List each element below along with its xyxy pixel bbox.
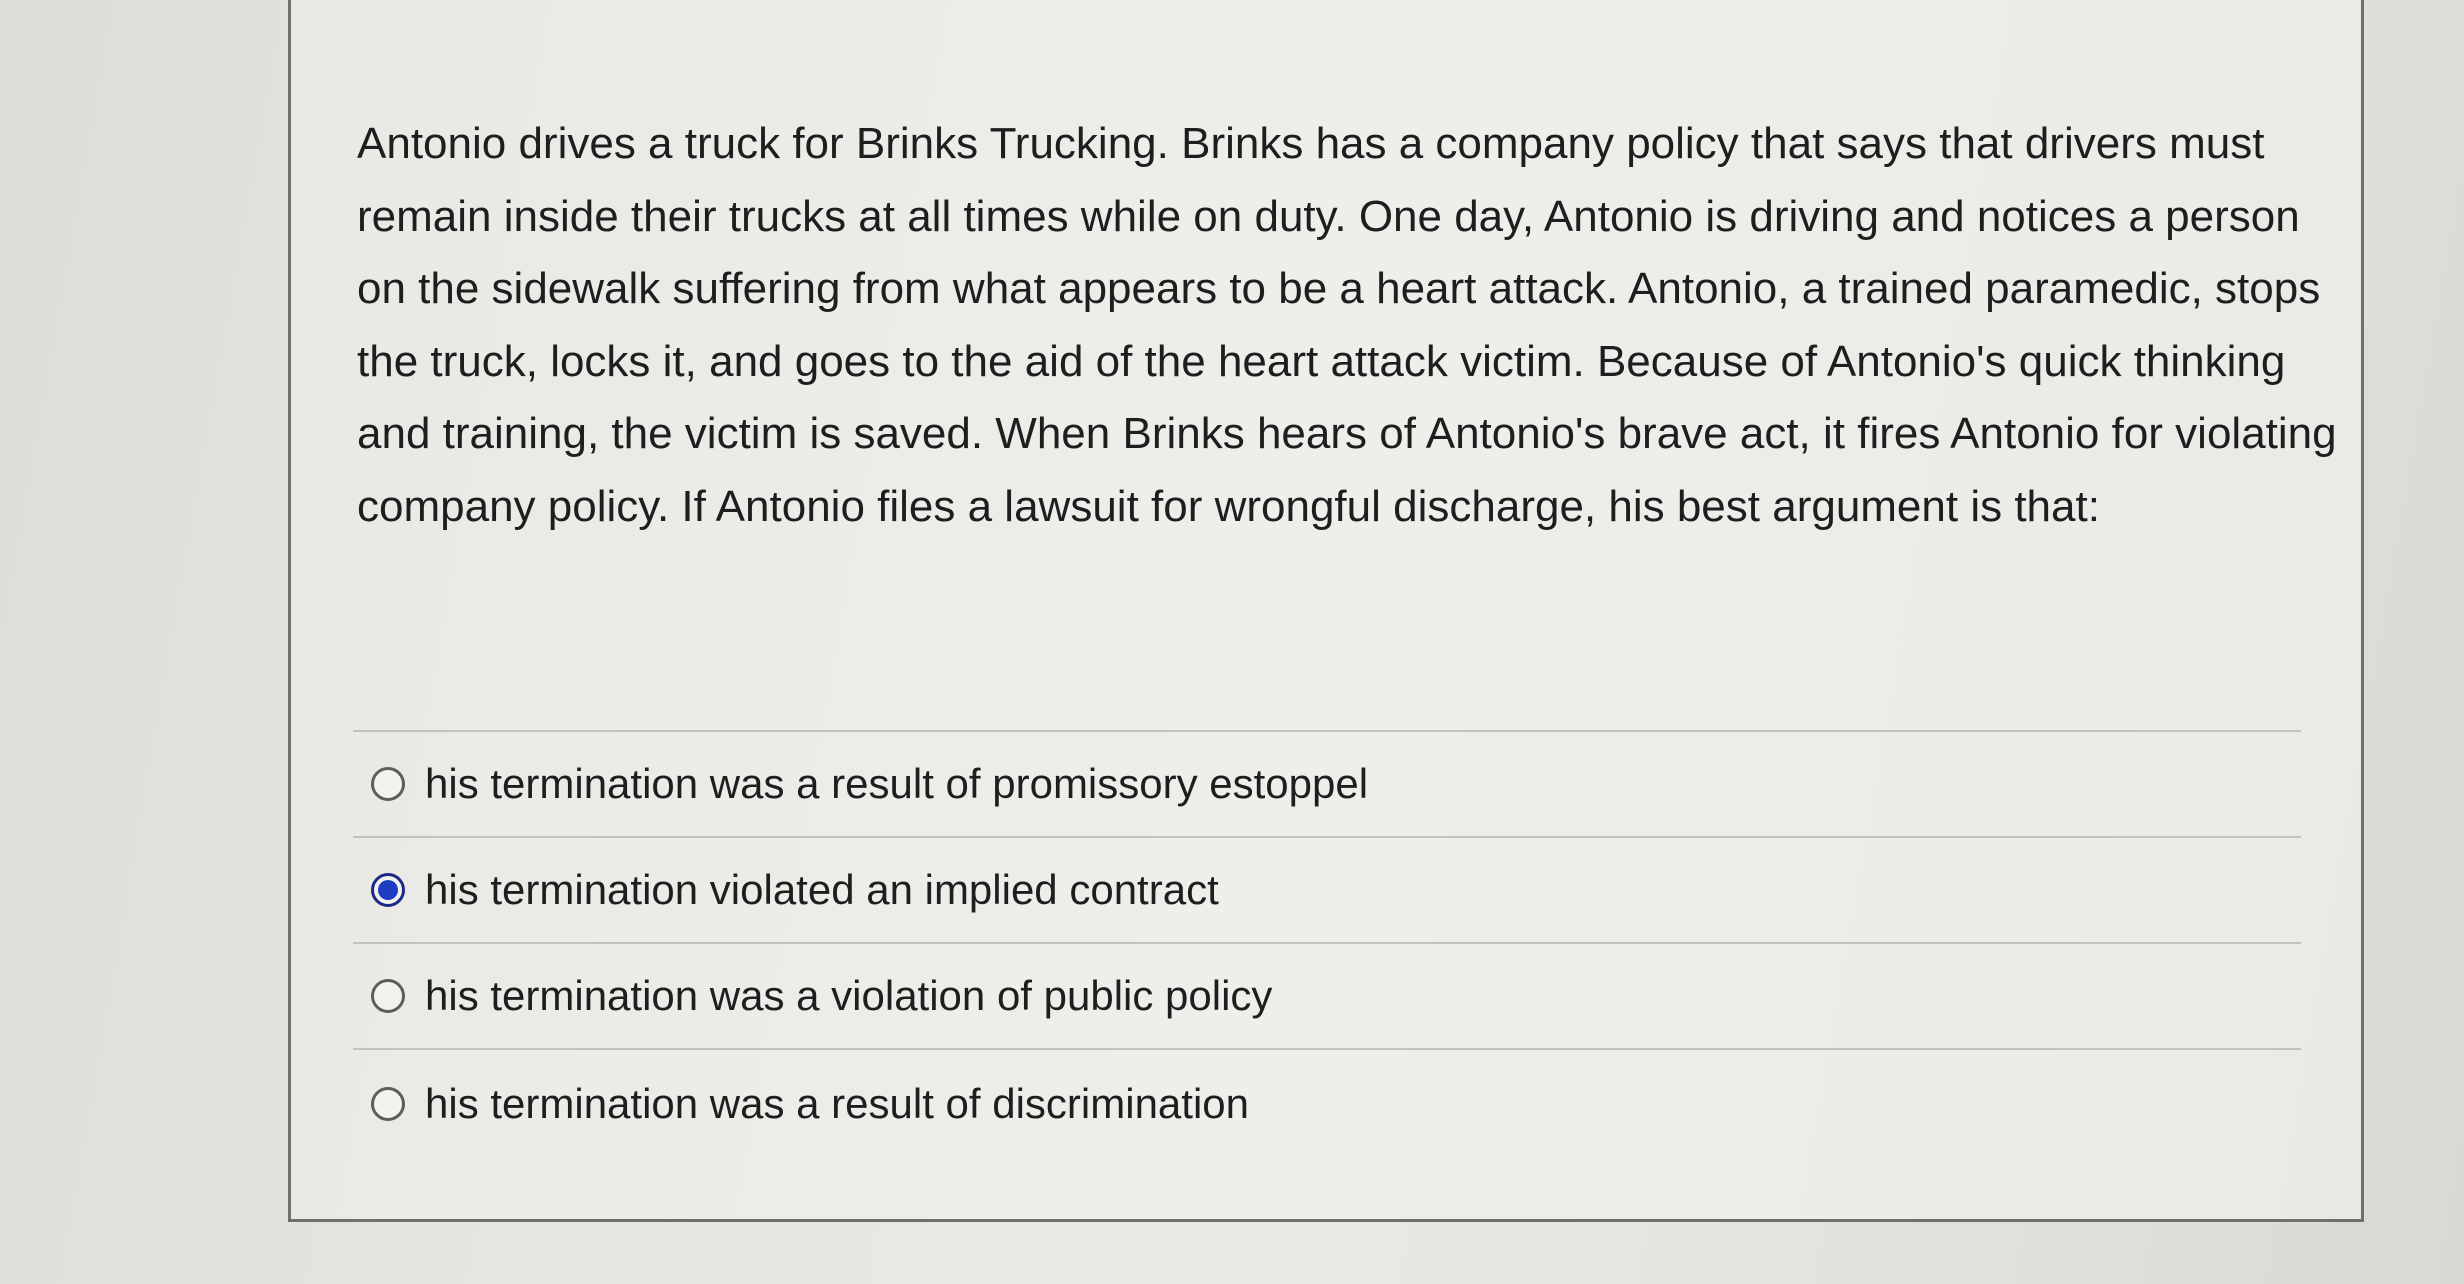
answer-option-3[interactable] xyxy=(353,942,2301,1048)
radio-button-4[interactable] xyxy=(371,1087,405,1121)
answer-option-2[interactable] xyxy=(353,836,2301,942)
radio-button-2[interactable] xyxy=(371,873,405,907)
answer-option-4[interactable] xyxy=(353,1048,2301,1158)
question-text: Antonio drives a truck for Brinks Trucking. Brinks has a company policy that says that drivers must remain inside their trucks at all times while on duty. One day, Antonio is driving and notices a person on the sidewalk suffering from what appears to be a heart attack. Antonio, a trained paramedic, stops the truck, locks it, and goes to the aid of the heart attack victim. Because of Antonio's quick thinking and training, the victim is saved. When Brinks hears of Antonio's brave act, it fires Antonio for violating company policy. If Antonio files a lawsuit for wrongful discharge, his best argument is that: xyxy=(357,119,2337,531)
answer-list xyxy=(353,730,2301,1158)
answer-label-4: his termination was a result of discrimination xyxy=(425,1080,1250,1127)
answer-label-2: his termination violated an implied contract xyxy=(425,866,1219,913)
radio-button-1[interactable] xyxy=(371,767,405,801)
answer-label-3: his termination was a violation of public policy xyxy=(425,972,1273,1019)
question-card xyxy=(288,0,2364,1222)
radio-button-3[interactable] xyxy=(371,979,405,1013)
answer-option-1[interactable] xyxy=(353,730,2301,836)
answer-label-1: his termination was a result of promissory estoppel xyxy=(425,760,1369,807)
